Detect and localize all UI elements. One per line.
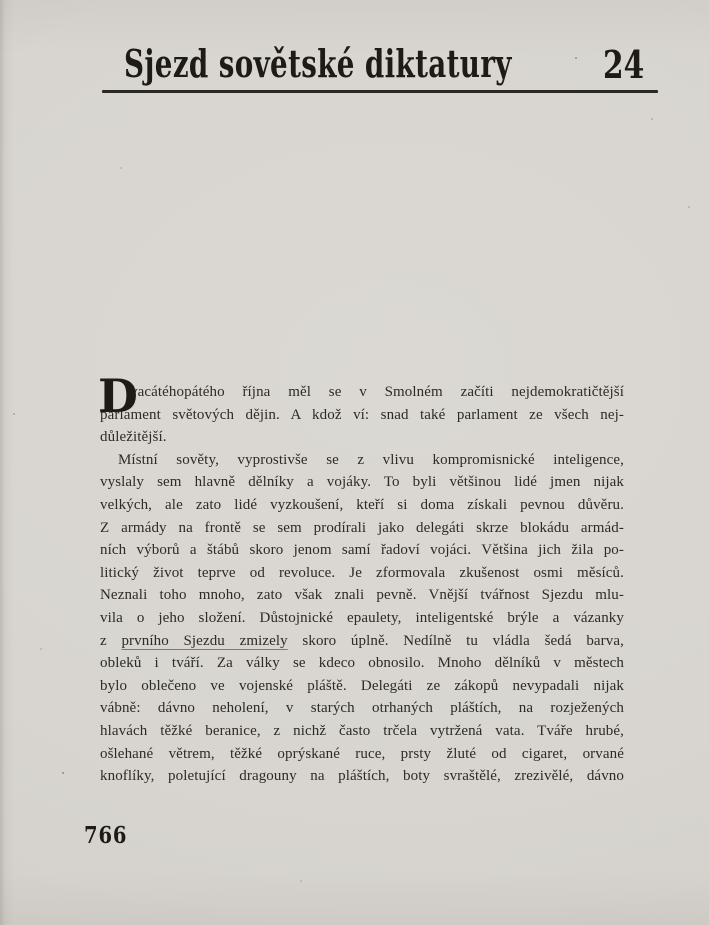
text-line: Neznali toho mnoho, zato však znali pevně. Vnější tvářnost Sjezdu mlu- xyxy=(100,587,624,604)
text-segment: z xyxy=(100,632,122,649)
text-line: litický život teprve od revoluce. Je zformovala zkušenost osmi měsíců. xyxy=(100,564,624,581)
paragraph-second xyxy=(100,449,624,788)
drop-cap-letter: D xyxy=(98,369,138,423)
text-line: vacátéhopátého října měl se v Smolném začíti nejdemokratičtější xyxy=(130,384,624,400)
text-line: obleků i tváří. Za války se kdeco obnosilo. Mnoho dělníků v městech xyxy=(100,655,624,672)
text-line: velkých, ale zato lidé vyzkoušení, kteří si doma získali pevnou důvěru. xyxy=(100,496,624,513)
text-line: ních výborů a štábů skoro jenom samí řadoví vojáci. Většina jich žila po- xyxy=(100,542,624,559)
text-line: vila o jeho složení. Důstojnické epaulety, inteligentské brýle a vázanky xyxy=(100,609,624,626)
text-line-with-pencil-underline xyxy=(100,630,624,653)
body-text xyxy=(98,369,624,788)
text-line: důležitější. xyxy=(100,429,167,446)
page-number: 766 xyxy=(84,822,128,849)
text-line: vábně: dávno neholení, v starých otrhaných pláštích, na rozježených xyxy=(100,700,624,717)
text-line: hlavách těžké beranice, z nichž často trčela vytržená vata. Tváře hrubé, xyxy=(100,722,624,739)
text-line: knoflíky, poletující dragouny na pláštích, boty svraštělé, zrezivělé, dávno xyxy=(100,768,624,785)
text-segment: skoro úplně. Nedílně tu vládla šedá barva, xyxy=(287,632,624,649)
header-rule xyxy=(102,90,658,93)
text-line: vyslaly sem hlavně dělníky a vojáky. To byli většinou lidé jmen nijak xyxy=(100,474,624,491)
text-line: Z armády na frontě se sem prodírali jako delegáti skrze blokádu armád- xyxy=(100,519,624,536)
text-line: bylo oblečeno ve vojenské pláště. Delegáti ze zákopů nevypadali nijak xyxy=(100,677,624,694)
text-line: ošlehané větrem, těžké oprýskané ruce, prsty žluté od cigaret, orvané xyxy=(100,745,624,762)
pencil-underlined-text: prvního Sjezdu zmizely xyxy=(121,632,288,649)
chapter-number: 24 xyxy=(603,42,645,87)
paragraph-opening xyxy=(98,369,624,449)
text-line: parlament světových dějin. A kdož ví: snad také parlament ze všech nej- xyxy=(100,406,624,423)
text-line: Místní sověty, vyprostivše se z vlivu kompromisnické inteligence, xyxy=(118,451,624,468)
chapter-title: Sjezd sovětské diktatury xyxy=(124,41,512,86)
